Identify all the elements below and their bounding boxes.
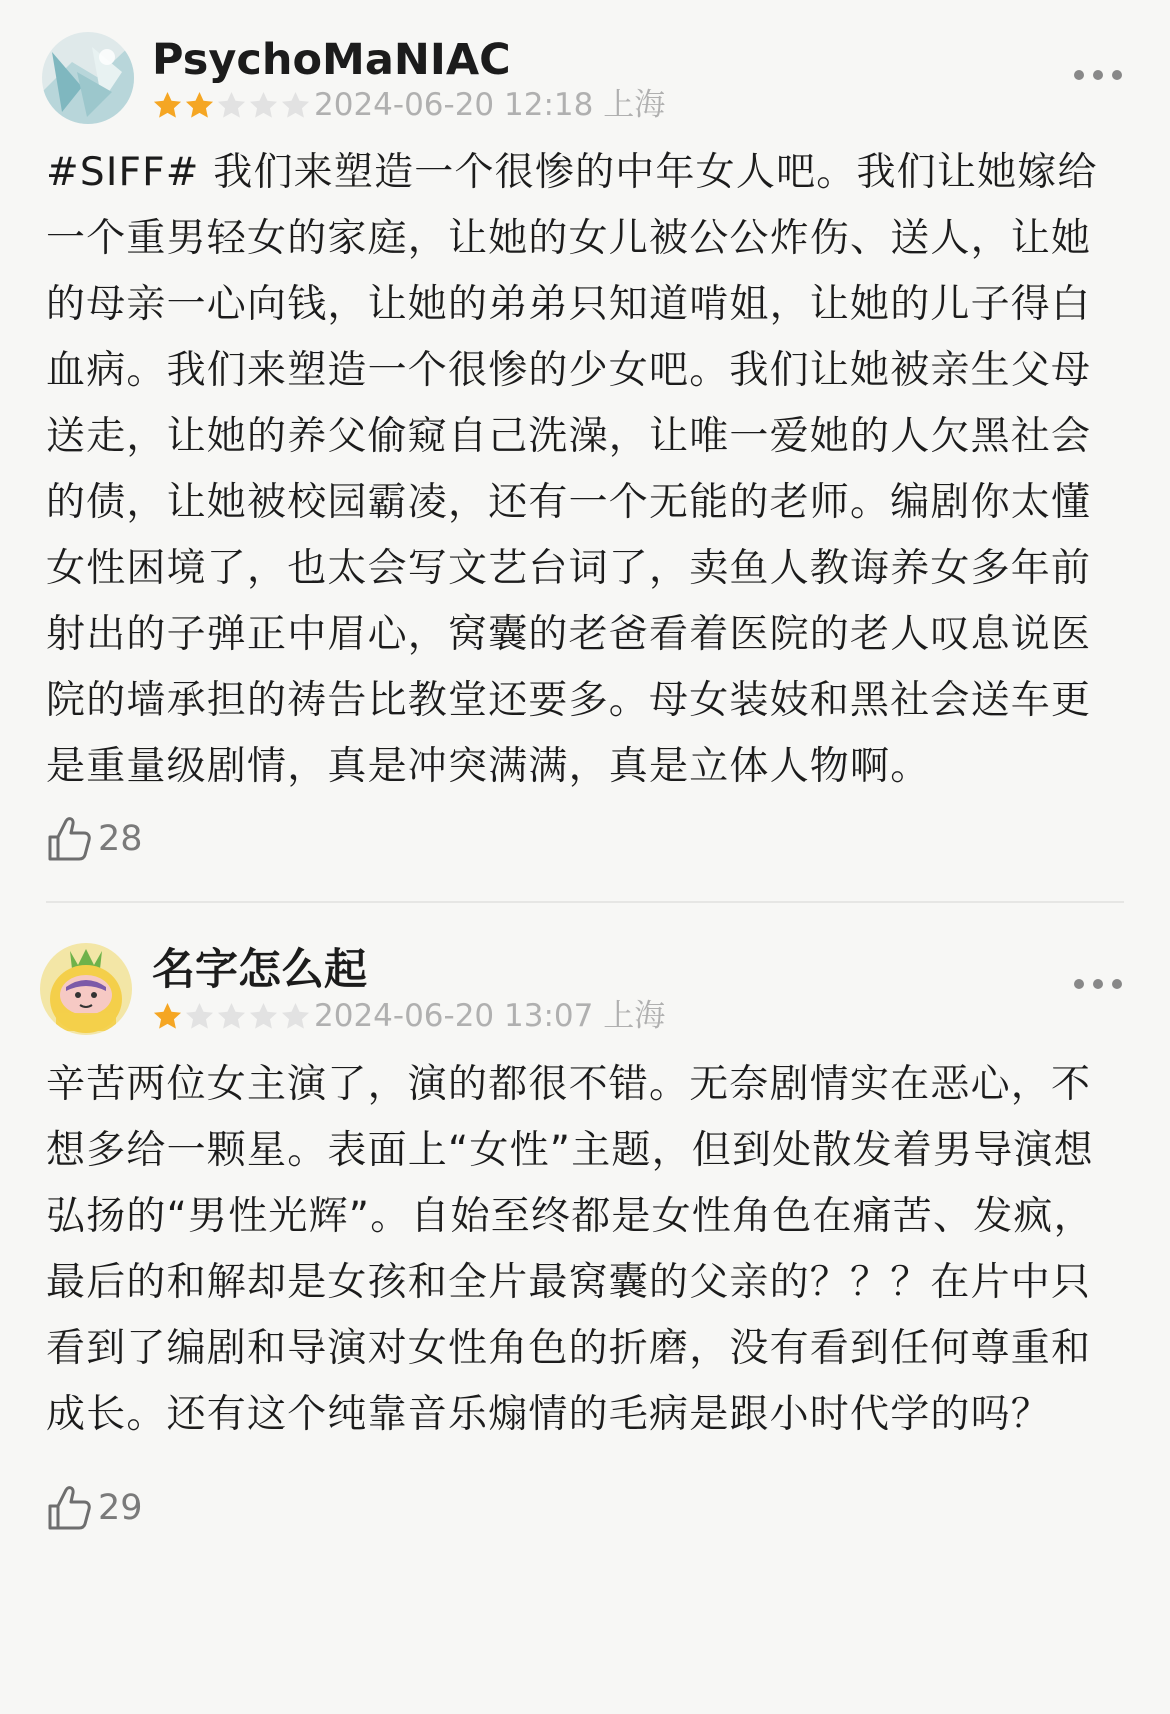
star-empty-icon (216, 1001, 247, 1032)
review-date: 2024-06-20 12:18 (314, 87, 594, 123)
review-text: #SIFF# 我们来塑造一个很惨的中年女人吧。我们让她嫁给一个重男轻女的家庭，让她的女儿被公公炸伤、送人，让她的母亲一心向钱，让她的弟弟只知道啃姐，让她的儿子得白血病。我们来塑造一个很惨的少女吧。我们让她被亲生父母送走，让她的养父偷窥自己洗澡，让唯一爱她的人欠黑社会的债，让她被校园霸凌，还有一个无能的老师。编剧你太懂女性困境了，也太会写文艺台词了，卖鱼人教诲养女多年前射出的子弹正中眉心，窝囊的老爸看着医院的老人叹息说医院的墙承担的祷告比教堂还要多。母女装妓和黑社会送车更是重量级剧情，真是冲突满满，真是立体人物啊。 (46, 150, 1098, 789)
like-button[interactable] (46, 1484, 143, 1532)
star-filled-icon (152, 90, 183, 121)
rating-stars (152, 90, 311, 121)
thumbs-up-icon (46, 1484, 92, 1532)
star-empty-icon (280, 90, 311, 121)
avatar-abstract-teal-icon (42, 32, 134, 124)
more-options-icon[interactable] (1072, 976, 1124, 992)
user-avatar[interactable] (42, 32, 134, 124)
username[interactable]: PsychoMaNIAC (152, 35, 511, 85)
review-location: 上海 (603, 87, 666, 123)
review-meta (314, 998, 666, 1034)
review-meta (314, 87, 666, 123)
review-text: 辛苦两位女主演了，演的都很不错。无奈剧情实在恶心，不想多给一颗星。表面上“女性”主题，但到处散发着男导演想弘扬的“男性光辉”。自始至终都是女性角色在痛苦、发疯，最后的和解却是女孩和全片最窝囊的父亲的？？？在片中只看到了编剧和导演对女性角色的折磨，没有看到任何尊重和成长。还有这个纯靠音乐煽情的毛病是跟小时代学的吗？ (46, 1062, 1094, 1437)
review-date: 2024-06-20 13:07 (314, 998, 594, 1034)
review-location: 上海 (603, 998, 666, 1034)
username[interactable]: 名字怎么起 (152, 945, 367, 995)
star-empty-icon (248, 1001, 279, 1032)
like-count: 29 (98, 1488, 143, 1528)
star-empty-icon (216, 90, 247, 121)
user-avatar[interactable] (40, 943, 132, 1035)
star-empty-icon (280, 1001, 311, 1032)
review-divider (46, 901, 1124, 903)
avatar-cartoon-pineapple-icon (40, 943, 132, 1035)
star-filled-icon (152, 1001, 183, 1032)
more-options-icon[interactable] (1072, 67, 1124, 83)
like-count: 28 (98, 819, 143, 859)
like-button[interactable] (46, 815, 143, 863)
star-filled-icon (184, 90, 215, 121)
star-empty-icon (248, 90, 279, 121)
rating-stars (152, 1001, 311, 1032)
thumbs-up-icon (46, 815, 92, 863)
star-empty-icon (184, 1001, 215, 1032)
